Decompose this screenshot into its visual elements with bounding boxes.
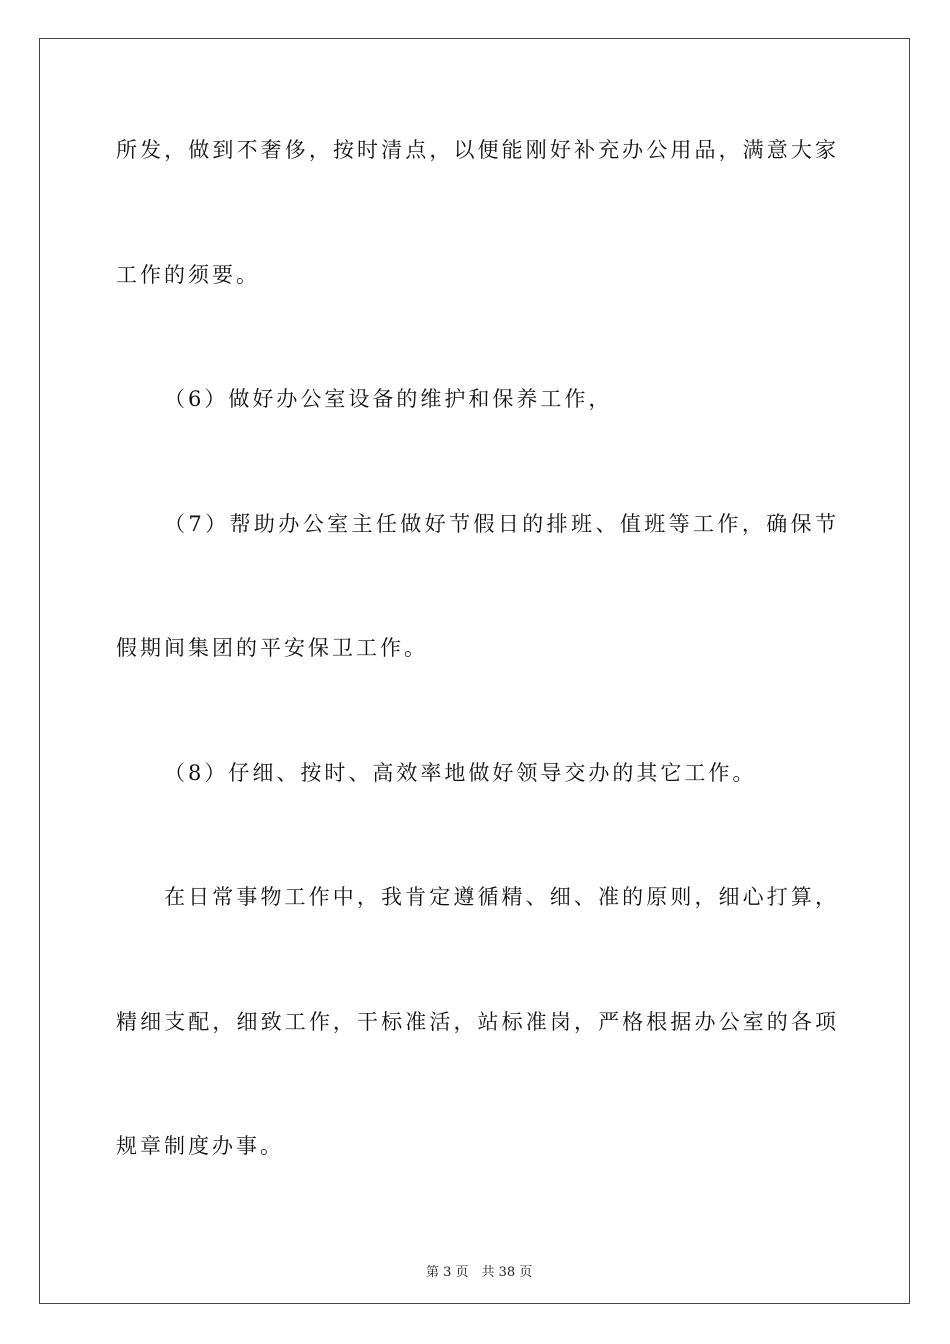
text-line-1: 所发，做到不奢侈，按时清点，以便能刚好补充办公用品，满意大家	[116, 138, 836, 162]
text-line-6: （8）仔细、按时、高效率地做好领导交办的其它工作。	[164, 761, 757, 785]
text-line-9: 规章制度办事。	[116, 1134, 284, 1158]
text-line-5: 假期间集团的平安保卫工作。	[116, 636, 428, 660]
page-border	[39, 38, 910, 1304]
page-number: 第 3 页 共 38 页	[425, 1265, 533, 1280]
text-line-4: （7）帮助办公室主任做好节假日的排班、值班等工作，确保节	[164, 512, 836, 536]
page-footer	[0, 1246, 950, 1280]
text-line-3: （6）做好办公室设备的维护和保养工作，	[164, 387, 613, 411]
text-line-7: 在日常事物工作中，我肯定遵循精、细、准的原则，细心打算，	[164, 885, 836, 909]
text-line-2: 工作的须要。	[116, 263, 260, 287]
text-line-8: 精细支配，细致工作，干标准活，站标准岗，严格根据办公室的各项	[116, 1010, 836, 1034]
